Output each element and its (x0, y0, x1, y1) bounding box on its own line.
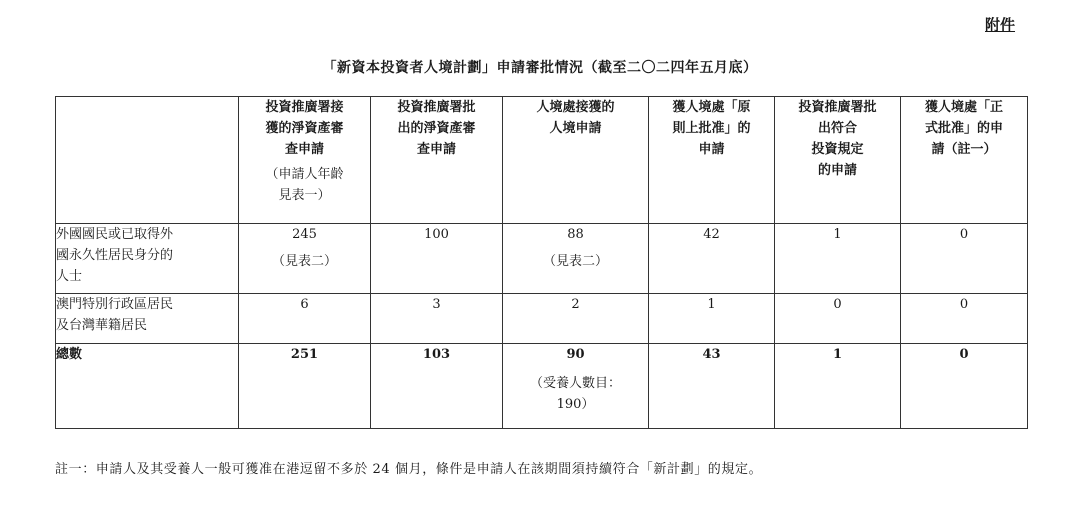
cell-note: （見表二） (542, 254, 608, 269)
header-line: 投資推廣署批 (397, 100, 476, 115)
header-line: 出的淨資產審 (397, 121, 476, 136)
header-cell (775, 97, 901, 224)
row-label: 外國國民或已取得外 國永久性居民身分的 人士 (56, 224, 239, 294)
header-cell (503, 97, 649, 224)
table-row (56, 294, 1028, 344)
table-cell: 251 (239, 344, 371, 429)
table-cell: 103 (371, 344, 503, 429)
header-line: 投資推廣署接 (265, 100, 344, 115)
table-cell: 0 (901, 344, 1028, 429)
header-line: 的申請 (817, 163, 857, 178)
header-line: 投資推廣署批 (798, 100, 877, 115)
header-line: 請（註一） (931, 142, 997, 157)
cell-note: （受養人數目： 190） (529, 376, 621, 412)
table-cell: 90 （受養人數目： 190） (503, 344, 649, 429)
table-cell: 0 (901, 294, 1028, 344)
table-cell: 0 (901, 224, 1028, 294)
header-line: 獲的淨資產審 (265, 121, 344, 136)
header-cell (371, 97, 503, 224)
table-cell: 88 （見表二） (503, 224, 649, 294)
annex-label: 附件 (985, 16, 1016, 34)
header-line: 查申請 (284, 142, 324, 157)
applications-table (55, 96, 1028, 429)
header-line: 人境申請 (549, 121, 602, 136)
table-cell: 1 (649, 294, 775, 344)
header-line: 人境處接獲的 (536, 100, 615, 115)
header-line: 投資規定 (811, 142, 864, 157)
header-line: 申請 (698, 142, 725, 157)
header-note: （申請人年齡 見表一） (265, 167, 344, 203)
header-cell (901, 97, 1028, 224)
header-line: 則上批准」的 (672, 121, 751, 136)
cell-note: （見表二） (271, 254, 337, 269)
table-cell: 1 (775, 344, 901, 429)
row-label: 總數 (56, 344, 239, 429)
table-cell: 245 （見表二） (239, 224, 371, 294)
table-cell: 2 (503, 294, 649, 344)
total-row (56, 344, 1028, 429)
header-line: 式批准」的申 (924, 121, 1003, 136)
table-row (56, 224, 1028, 294)
header-cell (239, 97, 371, 224)
footnote: 註一：申請人及其受養人一般可獲准在港逗留不多於 24 個月，條件是申請人在該期間須持續符合「新計劃」的規定。 (55, 462, 763, 477)
table-cell: 3 (371, 294, 503, 344)
header-row (56, 97, 1028, 224)
header-line: 獲人境處「原 (672, 100, 751, 115)
header-line: 獲人境處「正 (924, 100, 1003, 115)
header-line: 出符合 (817, 121, 857, 136)
row-label: 澳門特別行政區居民 及台灣華籍居民 (56, 294, 239, 344)
table-cell: 100 (371, 224, 503, 294)
table-cell: 42 (649, 224, 775, 294)
header-cell (649, 97, 775, 224)
table-cell: 0 (775, 294, 901, 344)
table-cell: 1 (775, 224, 901, 294)
header-empty-cell (56, 97, 239, 224)
table-cell: 43 (649, 344, 775, 429)
table-cell: 6 (239, 294, 371, 344)
header-line: 查申請 (416, 142, 456, 157)
document-title: 「新資本投資者人境計劃」申請審批情況（截至二〇二四年五月底） (322, 60, 758, 76)
